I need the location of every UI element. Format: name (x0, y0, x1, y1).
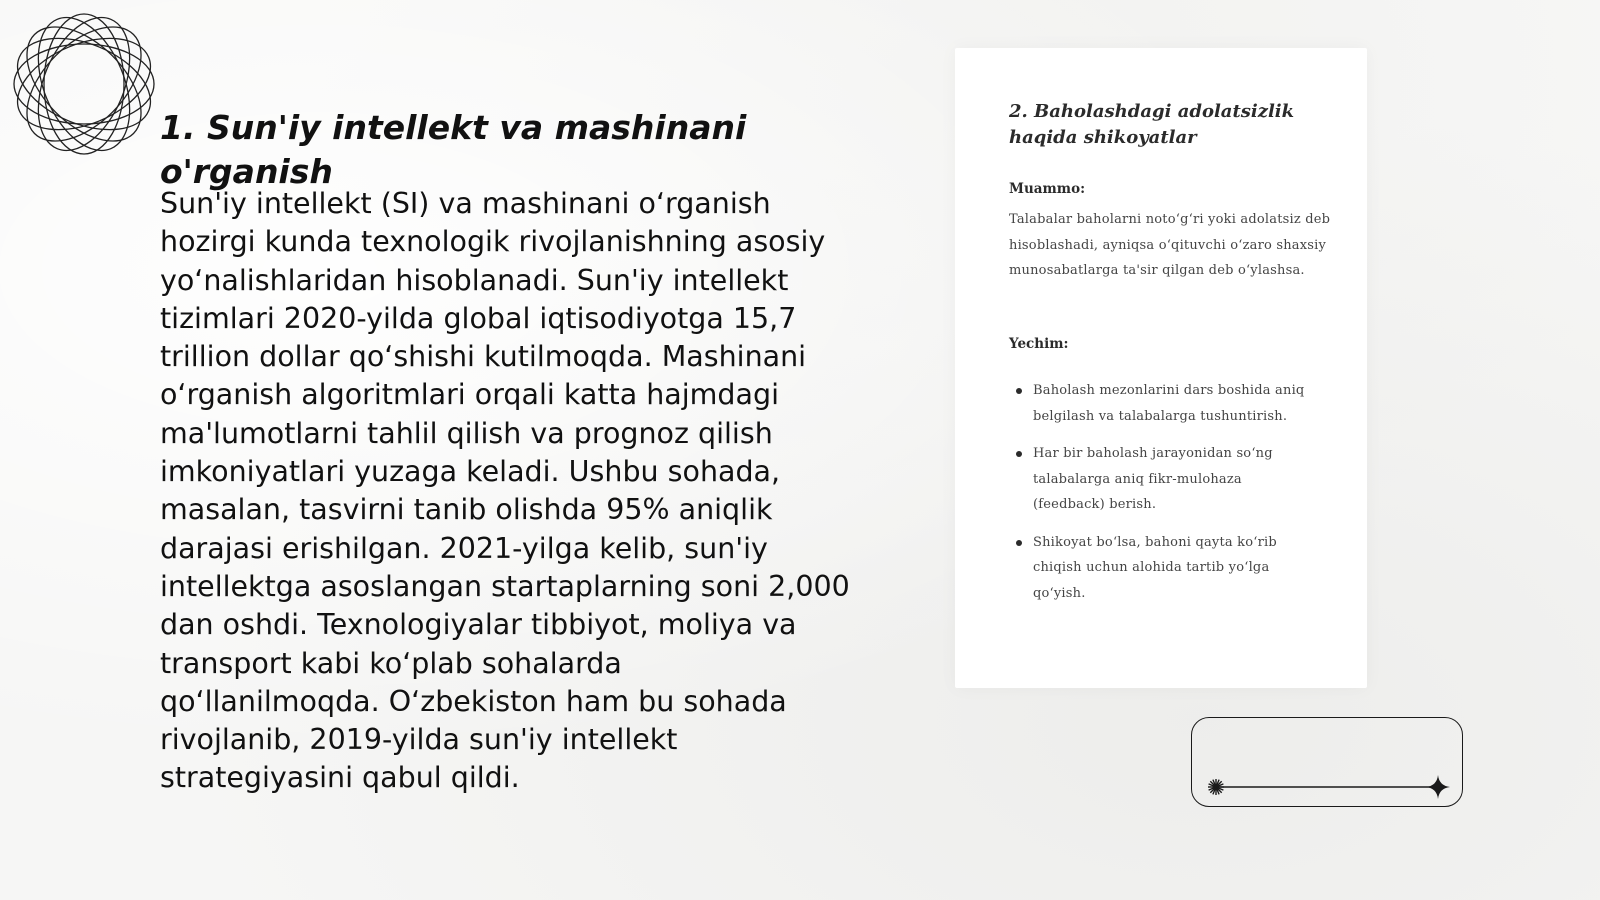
four-point-star-icon (1426, 775, 1450, 799)
solution-item (1015, 441, 1315, 518)
spirograph-loop (10, 20, 158, 147)
decorative-rounded-box (1191, 717, 1463, 807)
solution-item-text: Baholash mezonlarini dars boshida aniq belgilash va talabalarga tushuntirish. (1033, 383, 1305, 424)
slide-body-text: Sun'iy intellekt (SI) va mashinani oʻrganish hozirgi kunda texnologik rivojlanishning asosiy yoʻnalishlaridan hisoblanadi. Sun'iy intellekt tizimlari 2020-yilda global iqtisodiyotga 15,7 trillion dollar qoʻshishi kutilmoqda. Mashinani oʻrganish algoritmlari orqali katta hajmdagi ma'lumotlarni tahlil qilish va prognoz qilish imkoniyatlari yuzaga keladi. Ushbu sohada, masalan, tasvirni tanib olishda 95% aniqlik darajasi erishilgan. 2021-yilga kelib, sun'iy intellektga asoslangan startaplarning soni 2,000 dan oshdi. Texnologiyalar tibbiyot, moliya va transport kabi koʻplab sohalarda qoʻllanilmoqda. Oʻzbekiston ham bu sohada rivojlanib, 2019-yilda sun'iy intellekt strategiyasini qabul qildi. (160, 187, 850, 795)
spirograph-loop (20, 10, 147, 158)
paper-card (955, 48, 1367, 688)
solution-item-text: Shikoyat boʻlsa, bahoni qayta koʻrib chiqish uchun alohida tartib yoʻlga qoʻyish. (1033, 534, 1277, 601)
bullet-dot-icon (1016, 388, 1022, 394)
spirograph-loop (10, 20, 158, 147)
solution-list (1015, 378, 1315, 606)
solution-item (1015, 530, 1315, 607)
problem-label: Muammo: (1009, 181, 1086, 197)
solution-label: Yechim: (1009, 336, 1069, 352)
spirograph-ornament-icon (10, 10, 158, 158)
slide-title: 1. Sun'iy intellekt va mashinani o'rganish (160, 108, 747, 191)
card-title: 2. Baholashdagi adolatsizlik haqida shikoyatlar (1009, 101, 1295, 148)
decorative-line (1192, 718, 1464, 808)
sparkle-star-icon (1208, 779, 1224, 795)
solution-item (1015, 378, 1315, 429)
solution-item-text: Har bir baholash jarayonidan soʻng talabalarga aniq fikr-mulohaza (feedback) berish. (1033, 446, 1273, 512)
spirograph-loop (10, 10, 158, 158)
spirograph-loop (20, 10, 147, 158)
problem-text: Talabalar baholarni notoʻgʻri yoki adolatsiz deb hisoblashadi, ayniqsa oʻqituvchi oʻzaro shaxsiy munosabatlarga ta'sir qilgan deb oʻylashsa. (1009, 212, 1331, 278)
spirograph-loop (10, 10, 158, 158)
bullet-dot-icon (1016, 540, 1022, 546)
bullet-dot-icon (1016, 451, 1022, 457)
